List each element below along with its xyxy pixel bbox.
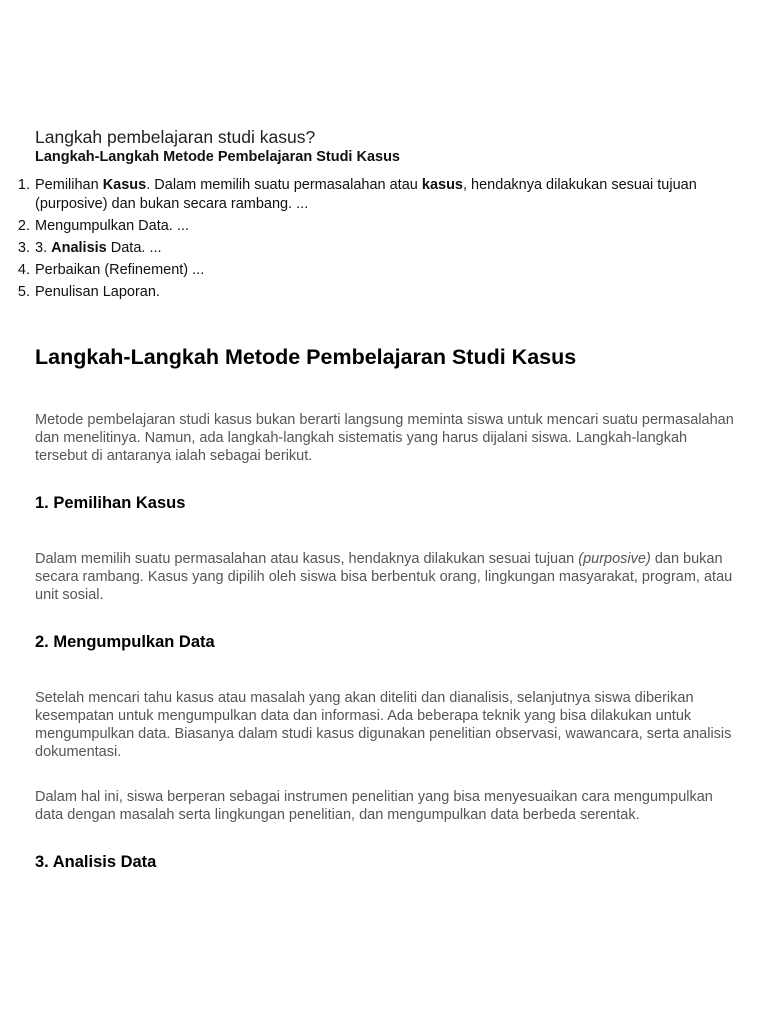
- question-subtitle: Langkah-Langkah Metode Pembelajaran Studi Kasus: [35, 149, 400, 165]
- list-number: 3.: [17, 239, 30, 256]
- list-number: 5.: [17, 283, 30, 300]
- step-text: Penulisan Laporan.: [35, 283, 160, 300]
- question-title: Langkah pembelajaran studi kasus?: [35, 127, 316, 147]
- section1-italic: (purposive): [578, 551, 651, 567]
- section2-paragraph-1: Setelah mencari tahu kasus atau masalah yang akan diteliti dan dianalisis, selanjutnya siswa diberikan kesempatan untuk mengumpulkan data dan informasi. Ada beberapa teknik yang bisa dilakukan untuk mengumpulkan data. Biasanya dalam studi kasus digunakan penelitian observasi, wawancara, serta analisis dokumentasi.: [35, 690, 732, 760]
- section-heading-analisis-data: 3. Analisis Data: [35, 853, 157, 871]
- steps-list: [17, 176, 740, 301]
- step-text: Perbaikan (Refinement) ...: [35, 261, 205, 278]
- list-item: [17, 261, 740, 280]
- section1-paragraph: [35, 550, 740, 604]
- section1-text-after: dan bukan secara rambang. Kasus yang dipilih oleh siswa bisa berbentuk orang, lingkungan masyarakat, program, atau unit sosial.: [35, 551, 733, 603]
- step-bold-kasus-2: kasus: [421, 177, 463, 193]
- step-text-before: Pemilihan: [35, 177, 103, 193]
- step-text-after: , hendaknya dilakukan sesuai tujuan (purposive) dan bukan secara rambang. ...: [35, 177, 697, 212]
- article-heading: Langkah-Langkah Metode Pembelajaran Studi Kasus: [35, 345, 577, 369]
- intro-paragraph: Metode pembelajaran studi kasus bukan berarti langsung meminta siswa untuk mencari suatu permasalahan dan menelitinya. Namun, ada langkah-langkah sistematis yang harus dijalani siswa. Langkah-langkah tersebut di antaranya ialah sebagai berikut.: [35, 412, 734, 464]
- list-number: 4.: [17, 261, 30, 278]
- section-heading-pemilihan-kasus: 1. Pemilihan Kasus: [35, 494, 186, 512]
- step-suffix: Data. ...: [106, 239, 162, 256]
- section2-paragraph-2: Dalam hal ini, siswa berperan sebagai instrumen penelitian yang bisa menyesuaikan cara mengumpulkan data dengan masalah serta lingkungan penelitian, dan mengumpulkan data berbeda serentak.: [35, 789, 713, 823]
- step-text-middle: . Dalam memilih suatu permasalahan atau: [146, 177, 422, 193]
- list-number: 1.: [17, 177, 30, 193]
- list-item: [17, 239, 740, 258]
- document-page: [17, 126, 740, 873]
- list-number: 2.: [17, 217, 30, 234]
- step-bold-analisis: Analisis: [51, 239, 107, 256]
- section-heading-mengumpulkan-data: 2. Mengumpulkan Data: [35, 633, 215, 651]
- section1-text-before: Dalam memilih suatu permasalahan atau kasus, hendaknya dilakukan sesuai tujuan: [35, 551, 579, 567]
- step-bold-kasus: Kasus: [102, 177, 147, 193]
- step-prefix: 3.: [35, 239, 52, 256]
- list-item: [17, 217, 740, 236]
- list-item: [17, 176, 740, 213]
- list-item: [17, 283, 740, 302]
- step-text: Mengumpulkan Data. ...: [35, 217, 189, 234]
